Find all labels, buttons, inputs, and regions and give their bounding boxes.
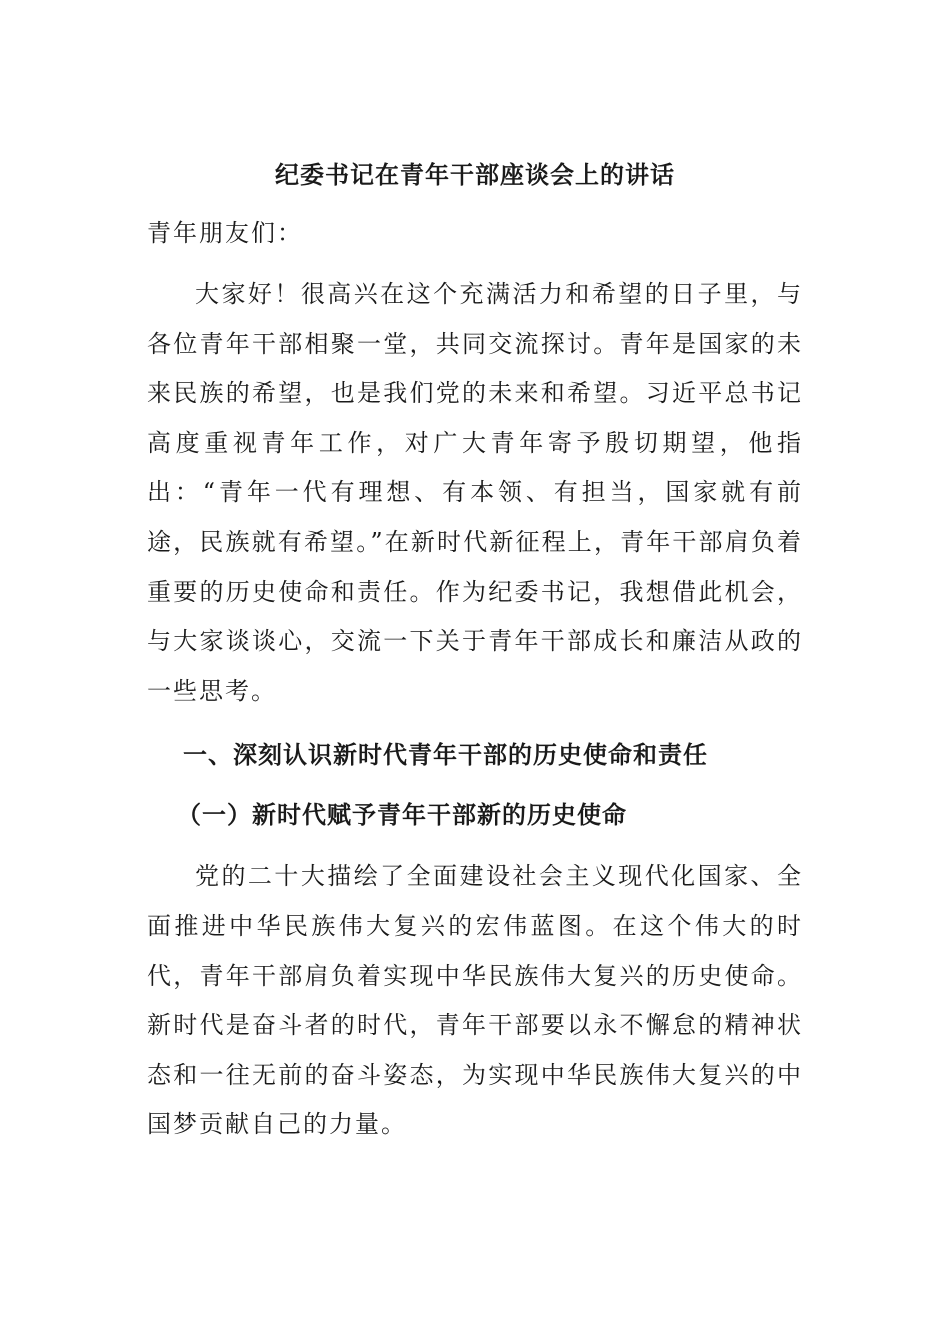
document-title: 纪委书记在青年干部座谈会上的讲话: [275, 160, 675, 189]
document-body: [147, 150, 803, 1150]
subsection-1-heading: （一）新时代赋予青年干部新的历史使命: [177, 800, 627, 830]
salutation: 青年朋友们：: [147, 219, 303, 247]
intro-paragraph: 大家好！很高兴在这个充满活力和希望的日子里，与各位青年干部相聚一堂，共同交流探讨。青年是国家的未来民族的希望，也是我们党的未来和希望。习近平总书记高度重视青年工作，对广大青年寄予殷切期望，他指出：“青年一代有理想、有本领、有担当，国家就有前途，民族就有希望。”在新时代新征程上，青年干部肩负着重要的历史使命和责任。作为纪委书记，我想借此机会，与大家谈谈心，交流一下关于青年干部成长和廉洁从政的一些思考。: [147, 280, 803, 705]
subsection-1-paragraph: 党的二十大描绘了全面建设社会主义现代化国家、全面推进中华民族伟大复兴的宏伟蓝图。在这个伟大的时代，青年干部肩负着实现中华民族伟大复兴的历史使命。新时代是奋斗者的时代，青年干部要以永不懈怠的精神状态和一往无前的奋斗姿态，为实现中华民族伟大复兴的中国梦贡献自己的力量。: [147, 862, 803, 1139]
section-1-heading: 一、深刻认识新时代青年干部的历史使命和责任: [183, 740, 708, 770]
